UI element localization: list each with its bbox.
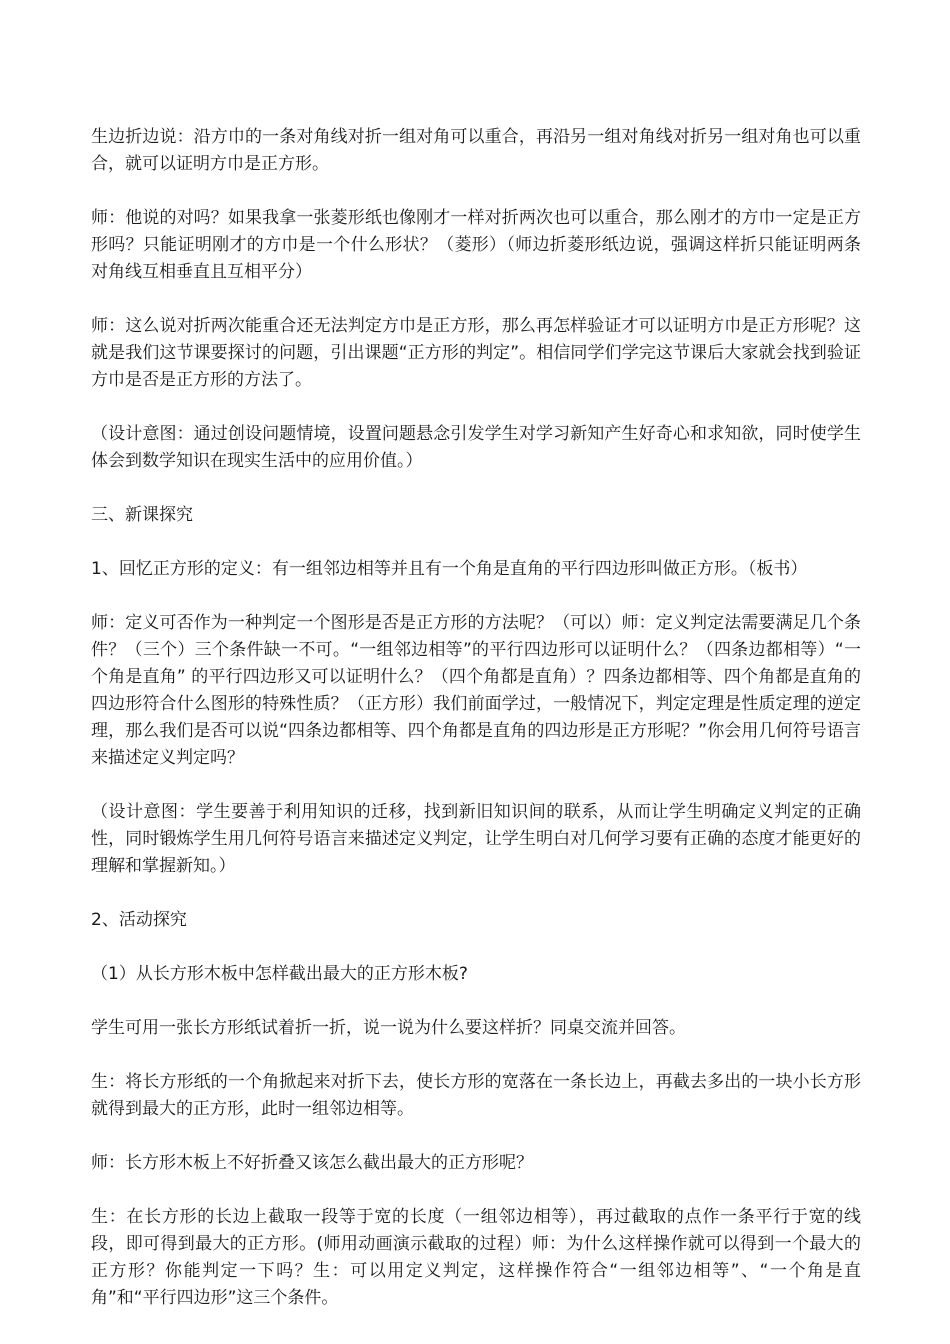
subsection-heading: 2、活动探究	[91, 910, 187, 930]
paragraph: 学生可用一张长方形纸试着折一折，说一说为什么要这样折？同桌交流并回答。	[91, 1018, 686, 1038]
section-heading: 三、新课探究	[91, 505, 193, 525]
paragraph: 生：在长方形的长边上截取一段等于宽的长度（一组邻边相等），再过截取的点作一条平行于宽的线段，即可得到最大的正方形。(师用动画演示截取的过程）师：为什么这样操作就可以得到一个最大的正方形？你能判定一下吗？生：可以用定义判定，这样操作符合“一组邻边相等”、“一个角是直角”和“平行四边形”这三个条件。	[91, 1207, 861, 1308]
paragraph: 生边折边说：沿方巾的一条对角线对折一组对角可以重合，再沿另一组对角线对折另一组对角也可以重合，就可以证明方巾是正方形。	[91, 127, 861, 174]
paragraph: 师：他说的对吗？如果我拿一张菱形纸也像刚才一样对折两次也可以重合，那么刚才的方巾一定是正方形吗？只能证明刚才的方巾是一个什么形状？（菱形）（师边折菱形纸边说，强调这样折只能证明两条对角线互相垂直且互相平分）	[91, 208, 861, 282]
paragraph: 师：长方形木板上不好折叠又该怎么截出最大的正方形呢？	[91, 1153, 533, 1173]
paragraph: （设计意图：学生要善于利用知识的迁移，找到新旧知识间的联系，从而让学生明确定义判定的正确性，同时锻炼学生用几何符号语言来描述定义判定，让学生明白对几何学习要有正确的态度才能更好的理解和掌握新知。）	[91, 802, 861, 876]
paragraph: （1）从长方形木板中怎样截出最大的正方形木板?	[91, 964, 468, 984]
paragraph: （设计意图：通过创设问题情境，设置问题悬念引发学生对学习新知产生好奇心和求知欲，同时使学生体会到数学知识在现实生活中的应用价值。）	[91, 424, 861, 471]
paragraph: 生：将长方形纸的一个角掀起来对折下去，使长方形的宽落在一条长边上，再截去多出的一块小长方形就得到最大的正方形，此时一组邻边相等。	[91, 1072, 861, 1119]
document-body	[91, 124, 861, 1339]
paragraph: 师：定义可否作为一种判定一个图形是否是正方形的方法呢？（可以）师：定义判定法需要满足几个条件？（三个）三个条件缺一不可。“一组邻边相等”的平行四边形可以证明什么？（四条边都相等）“一个角是直角” 的平行四边形又可以证明什么？（四个角都是直角）？四条边都相等、四个角都是直角的四边形符合什么图形的特殊性质？（正方形）我们前面学过，一般情况下，判定定理是性质定理的逆定理，那么我们是否可以说“四条边都相等、四个角都是直角的四边形是正方形呢？”你会用几何符号语言来描述定义判定吗？	[91, 613, 861, 768]
paragraph: 师：这么说对折两次能重合还无法判定方巾是正方形，那么再怎样验证才可以证明方巾是正方形呢？这就是我们这节课要探讨的问题，引出课题“正方形的判定”。相信同学们学完这节课后大家就会找到验证方巾是否是正方形的方法了。	[91, 316, 861, 390]
paragraph: 1、回忆正方形的定义：有一组邻边相等并且有一个角是直角的平行四边形叫做正方形。（板书）	[91, 559, 808, 579]
